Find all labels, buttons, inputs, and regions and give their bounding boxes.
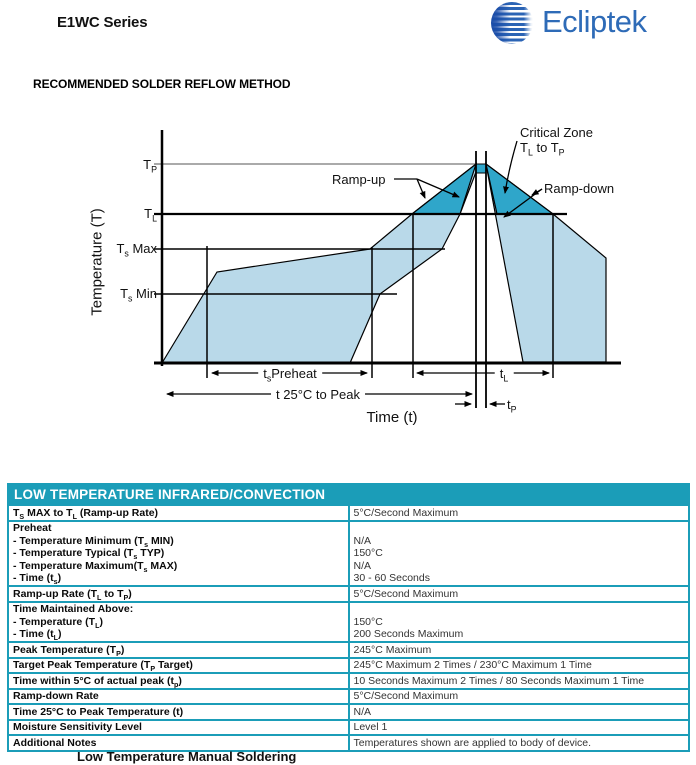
tick-label-ts-max: $T_s$ Max: [116, 241, 157, 259]
spec-row: [8, 689, 689, 705]
spec-row: [8, 658, 689, 674]
spec-value: 5°C/Second Maximum: [349, 505, 690, 521]
critical-zone-peak: [476, 164, 486, 173]
ramp-down-annotation: Ramp-down: [544, 181, 615, 196]
spec-row: [8, 505, 689, 521]
spec-label: $T_S$ MAX to $T_L$ (Ramp-up Rate): [8, 505, 349, 521]
profile-band-left: [162, 164, 476, 363]
spec-value: 5°C/Second Maximum: [349, 689, 690, 705]
tick-label-tp: $T_P$: [143, 157, 157, 175]
spec-value: Temperatures shown are applied to body of device.: [349, 735, 690, 751]
spec-value: 245°C Maximum: [349, 642, 690, 658]
critical-zone-annotation: Critical Zone $T_L$ to $T_P$: [520, 125, 593, 158]
spec-label: Additional Notes: [8, 735, 349, 751]
spec-table-title: LOW TEMPERATURE INFRARED/CONVECTION: [8, 484, 689, 505]
spec-row: [8, 642, 689, 658]
spec-row: [8, 720, 689, 736]
spec-row: [8, 521, 689, 587]
spec-value: 245°C Maximum 2 Times / 230°C Maximum 1 Time: [349, 658, 690, 674]
t25-to-peak-label: t 25°C to Peak: [271, 387, 365, 402]
spec-value: Level 1: [349, 720, 690, 736]
logo-wordmark: Ecliptek: [542, 4, 647, 39]
tp-time-label: $t_P$: [507, 397, 517, 415]
spec-value: 10 Seconds Maximum 2 Times / 80 Seconds Maximum 1 Time: [349, 673, 690, 689]
spec-row: [8, 704, 689, 720]
spec-label: Time 25°C to Peak Temperature (t): [8, 704, 349, 720]
spec-row: [8, 673, 689, 689]
tick-label-tl: $T_L$: [144, 206, 157, 224]
spec-label: Time within 5°C of actual peak $(t_p)$: [8, 673, 349, 689]
spec-row: [8, 602, 689, 643]
spec-value: 150°C 200 Seconds Maximum: [349, 602, 690, 643]
spec-table: [7, 483, 690, 752]
spec-row: [8, 586, 689, 602]
spec-value: N/A: [349, 704, 690, 720]
spec-label: Peak Temperature $(T_P)$: [8, 642, 349, 658]
spec-label: Target Peak Temperature ($T_P$ Target): [8, 658, 349, 674]
spec-label: Moisture Sensitivity Level: [8, 720, 349, 736]
tick-label-ts-min: $T_s$ Min: [120, 286, 157, 304]
x-axis-title: Time (t): [366, 409, 418, 426]
spec-value: N/A 150°C N/A 30 - 60 Seconds: [349, 521, 690, 587]
preheat-time-label: $t_sPreheat$: [258, 366, 322, 381]
y-axis-title: Temperature (T): [88, 208, 106, 316]
spec-label: Preheat - Temperature Minimum ($T_s$ MIN) - Temperature Typical ($T_s$ TYP) - Temperature $Maximum(T_s$ MAX) - Time $(t_s)$: [8, 521, 349, 587]
tl-time-label: $t_L$: [495, 366, 514, 381]
spec-label: Time Maintained Above: - Temperature $(T_L)$ - Time $(t_L)$: [8, 602, 349, 643]
spec-table-header-row: [8, 484, 689, 505]
spec-label: Ramp-down Rate: [8, 689, 349, 705]
spec-table-body: [8, 505, 689, 751]
footer-heading: Low Temperature Manual Soldering: [77, 749, 297, 764]
critical-zone-right: [486, 164, 553, 214]
spec-value: 5°C/Second Maximum: [349, 586, 690, 602]
page-title: E1WC Series: [57, 14, 148, 31]
section-heading: RECOMMENDED SOLDER REFLOW METHOD: [33, 77, 291, 91]
ramp-up-annotation: Ramp-up: [332, 172, 386, 187]
spec-label: Ramp-up Rate ($T_L$ to $T_P$): [8, 586, 349, 602]
